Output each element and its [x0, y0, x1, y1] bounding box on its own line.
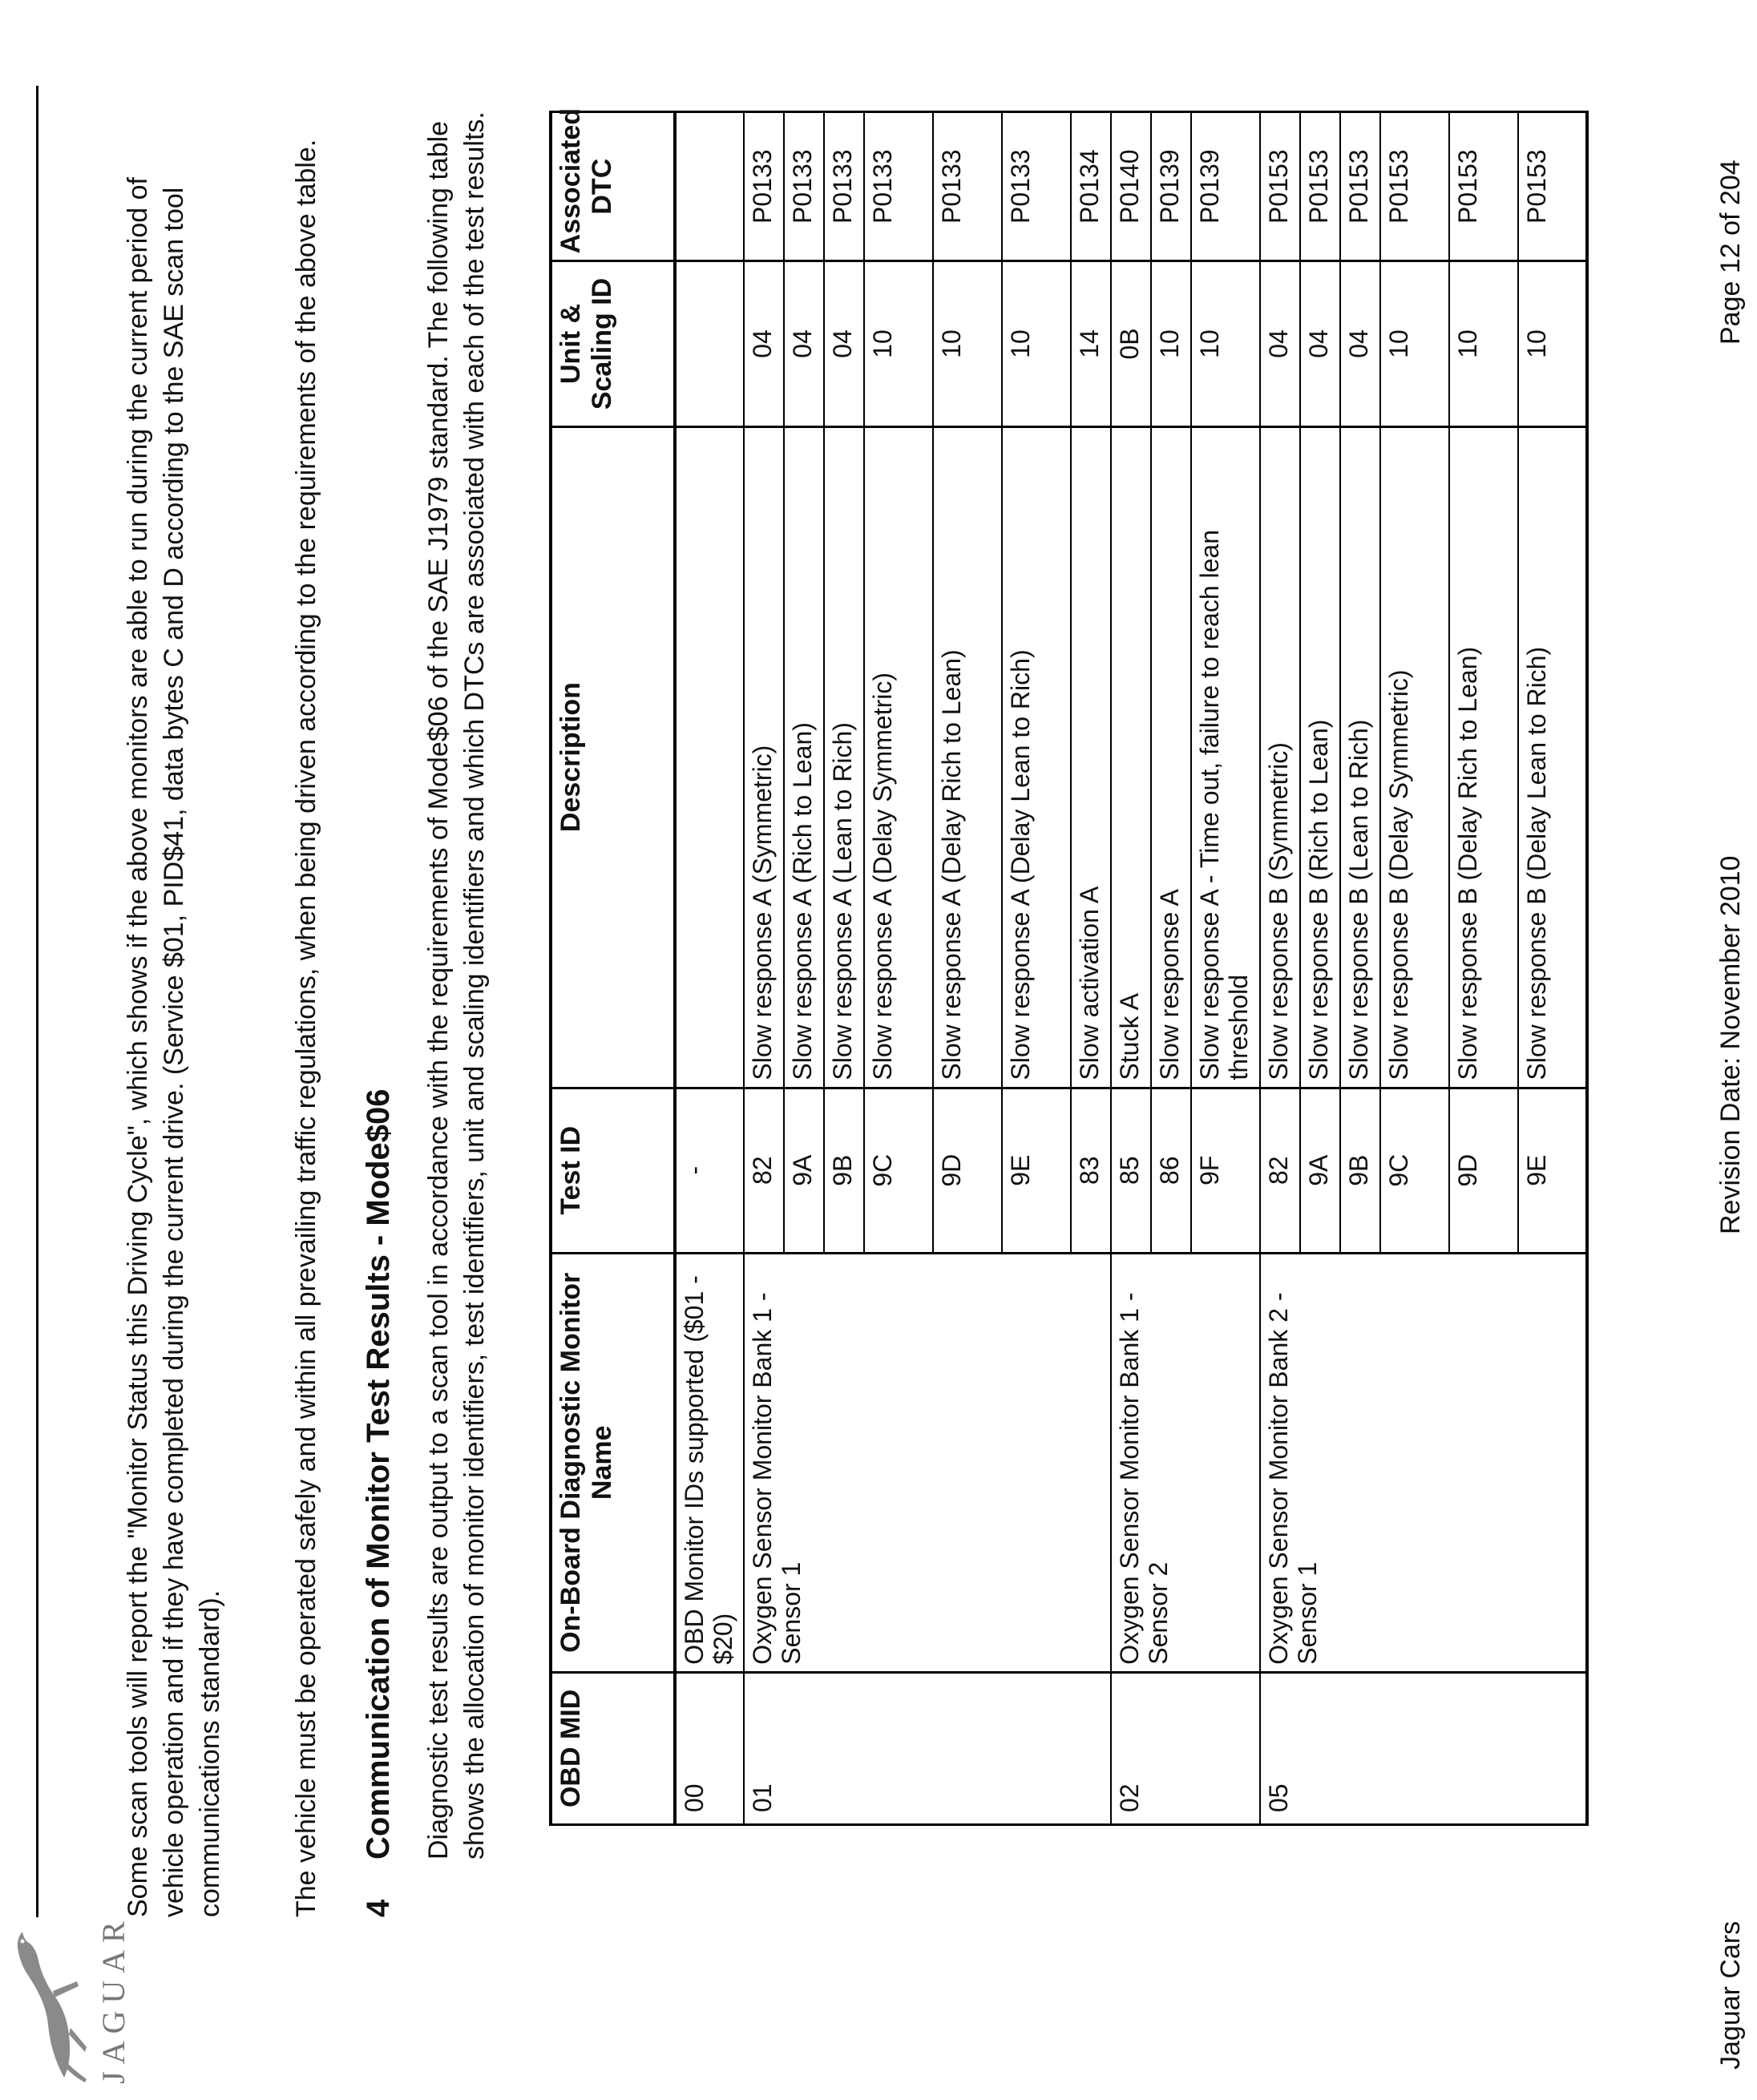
cell-unit-scaling-id: 04 [1300, 261, 1340, 426]
cell-associated-dtc: P0139 [1191, 112, 1260, 261]
cell-monitor-name: Oxygen Sensor Monitor Bank 2 - Sensor 1 [1260, 1253, 1587, 1672]
cell-description: Slow response B (Symmetric) [1260, 426, 1300, 1088]
cell-associated-dtc: P0153 [1380, 112, 1449, 261]
header-obd-mid: OBD MID [551, 1672, 675, 1824]
cell-associated-dtc: P0133 [824, 112, 864, 261]
cell-obd-mid: 05 [1260, 1672, 1587, 1824]
cell-description: Slow response B (Rich to Lean) [1300, 426, 1340, 1088]
cell-test-id: 82 [1260, 1088, 1300, 1253]
cell-test-id: 9B [824, 1088, 864, 1253]
cell-unit-scaling-id: 04 [744, 261, 784, 426]
cell-description: Slow response A (Delay Symmetric) [864, 426, 933, 1088]
cell-monitor-name: Oxygen Sensor Monitor Bank 1 - Sensor 1 [744, 1253, 1111, 1672]
cell-description: Stuck A [1111, 426, 1151, 1088]
header-description: Description [551, 426, 675, 1088]
cell-test-id: 9E [1002, 1088, 1071, 1253]
cell-unit-scaling-id: 04 [1260, 261, 1300, 426]
cell-unit-scaling-id: 10 [1191, 261, 1260, 426]
section-title: Communication of Monitor Test Results - Mode$06 [361, 1088, 396, 1860]
cell-unit-scaling-id: 10 [1002, 261, 1071, 426]
paragraph-monitor-status: Some scan tools will report the "Monitor Status this Driving Cycle", which shows if the above monitors are able to run during the current period of vehicle operation and if they have completed during the current drive. (Service $01, PID$41, data bytes C and D according to the SAE scan tool communications standard). [123, 177, 225, 1917]
cell-description [675, 426, 744, 1088]
cell-associated-dtc: P0134 [1071, 112, 1111, 261]
cell-obd-mid: 02 [1111, 1672, 1260, 1824]
cell-associated-dtc: P0133 [933, 112, 1002, 261]
cell-description: Slow response B (Delay Lean to Rich) [1518, 426, 1587, 1088]
cell-test-id: 9B [1340, 1088, 1380, 1253]
cell-test-id: 85 [1111, 1088, 1151, 1253]
cell-test-id: 86 [1151, 1088, 1191, 1253]
cell-test-id: 82 [744, 1088, 784, 1253]
cell-description: Slow response A (Lean to Rich) [824, 426, 864, 1088]
cell-test-id: 9D [933, 1088, 1002, 1253]
table-row [675, 112, 744, 1825]
paragraph-vehicle-operation: The vehicle must be operated safely and within all prevailing traffic regulations, when being driven according to the requirements of the above table. [291, 139, 321, 1917]
footer-company: Jaguar Cars [1715, 1920, 1746, 2070]
table-row [1260, 112, 1300, 1825]
cell-associated-dtc: P0153 [1340, 112, 1380, 261]
cell-description: Slow activation A [1071, 426, 1111, 1088]
cell-description: Slow response A (Delay Lean to Rich) [1002, 426, 1071, 1088]
cell-associated-dtc: P0139 [1151, 112, 1191, 261]
cell-unit-scaling-id: 10 [1380, 261, 1449, 426]
header-associated-dtc: Associated DTC [551, 112, 675, 261]
cell-associated-dtc: P0153 [1260, 112, 1300, 261]
cell-description: Slow response B (Delay Symmetric) [1380, 426, 1449, 1088]
cell-test-id: 9C [1380, 1088, 1449, 1253]
cell-test-id: - [675, 1088, 744, 1253]
cell-description: Slow response A (Symmetric) [744, 426, 784, 1088]
section-number: 4 [361, 1899, 396, 1917]
cell-unit-scaling-id: 10 [1151, 261, 1191, 426]
table-row [744, 112, 784, 1825]
cell-description: Slow response A [1151, 426, 1191, 1088]
cell-associated-dtc: P0133 [744, 112, 784, 261]
cell-unit-scaling-id: 04 [824, 261, 864, 426]
paragraph-diagnostic-results: Diagnostic test results are output to a scan tool in accordance with the requirements of Mode$06 of the SAE J1979 standard. The following table shows the allocation of monitor identifiers, test identifiers, unit and scaling identifiers and which DTCs are associated with each of the test results. [423, 111, 490, 1860]
header-rule [36, 86, 38, 1917]
cell-test-id: 9E [1518, 1088, 1587, 1253]
cell-unit-scaling-id: 10 [1449, 261, 1518, 426]
cell-unit-scaling-id: 0B [1111, 261, 1151, 426]
cell-test-id: 9A [1300, 1088, 1340, 1253]
cell-test-id: 83 [1071, 1088, 1111, 1253]
leaping-cat-icon [2, 1924, 98, 2084]
cell-test-id: 9D [1449, 1088, 1518, 1253]
monitor-test-results-table [549, 107, 1589, 1826]
footer-revision-date: Revision Date: November 2010 [1715, 855, 1746, 1234]
cell-monitor-name: OBD Monitor IDs supported ($01 - $20) [675, 1253, 744, 1672]
cell-associated-dtc: P0133 [784, 112, 824, 261]
cell-test-id: 9A [784, 1088, 824, 1253]
cell-description: Slow response B (Delay Rich to Lean) [1449, 426, 1518, 1088]
cell-unit-scaling-id [675, 261, 744, 426]
header-unit-scaling-id: Unit & Scaling ID [551, 261, 675, 426]
cell-associated-dtc: P0153 [1518, 112, 1587, 261]
cell-associated-dtc: P0140 [1111, 112, 1151, 261]
cell-unit-scaling-id: 10 [864, 261, 933, 426]
cell-description: Slow response A (Rich to Lean) [784, 426, 824, 1088]
cell-associated-dtc: P0153 [1300, 112, 1340, 261]
cell-unit-scaling-id: 04 [784, 261, 824, 426]
cell-associated-dtc: P0153 [1449, 112, 1518, 261]
cell-obd-mid: 01 [744, 1672, 1111, 1824]
cell-obd-mid: 00 [675, 1672, 744, 1824]
cell-associated-dtc: P0133 [864, 112, 933, 261]
header-test-id: Test ID [551, 1088, 675, 1253]
logo-wordmark: JAGUAR [95, 1914, 131, 2084]
header-monitor-name: On-Board Diagnostic Monitor Name [551, 1253, 675, 1672]
cell-test-id: 9F [1191, 1088, 1260, 1253]
cell-monitor-name: Oxygen Sensor Monitor Bank 1 - Sensor 2 [1111, 1253, 1260, 1672]
cell-associated-dtc [675, 112, 744, 261]
table-header-row [551, 112, 675, 1825]
cell-unit-scaling-id: 04 [1340, 261, 1380, 426]
footer-page-number: Page 12 of 204 [1715, 160, 1746, 345]
table-row [1111, 112, 1151, 1825]
cell-unit-scaling-id: 10 [1518, 261, 1587, 426]
cell-unit-scaling-id: 14 [1071, 261, 1111, 426]
cell-test-id: 9C [864, 1088, 933, 1253]
cell-associated-dtc: P0133 [1002, 112, 1071, 261]
cell-description: Slow response A (Delay Rich to Lean) [933, 426, 1002, 1088]
cell-description: Slow response A - Time out, failure to reach lean threshold [1191, 426, 1260, 1088]
cell-unit-scaling-id: 10 [933, 261, 1002, 426]
jaguar-logo [2, 1914, 131, 2084]
cell-description: Slow response B (Lean to Rich) [1340, 426, 1380, 1088]
